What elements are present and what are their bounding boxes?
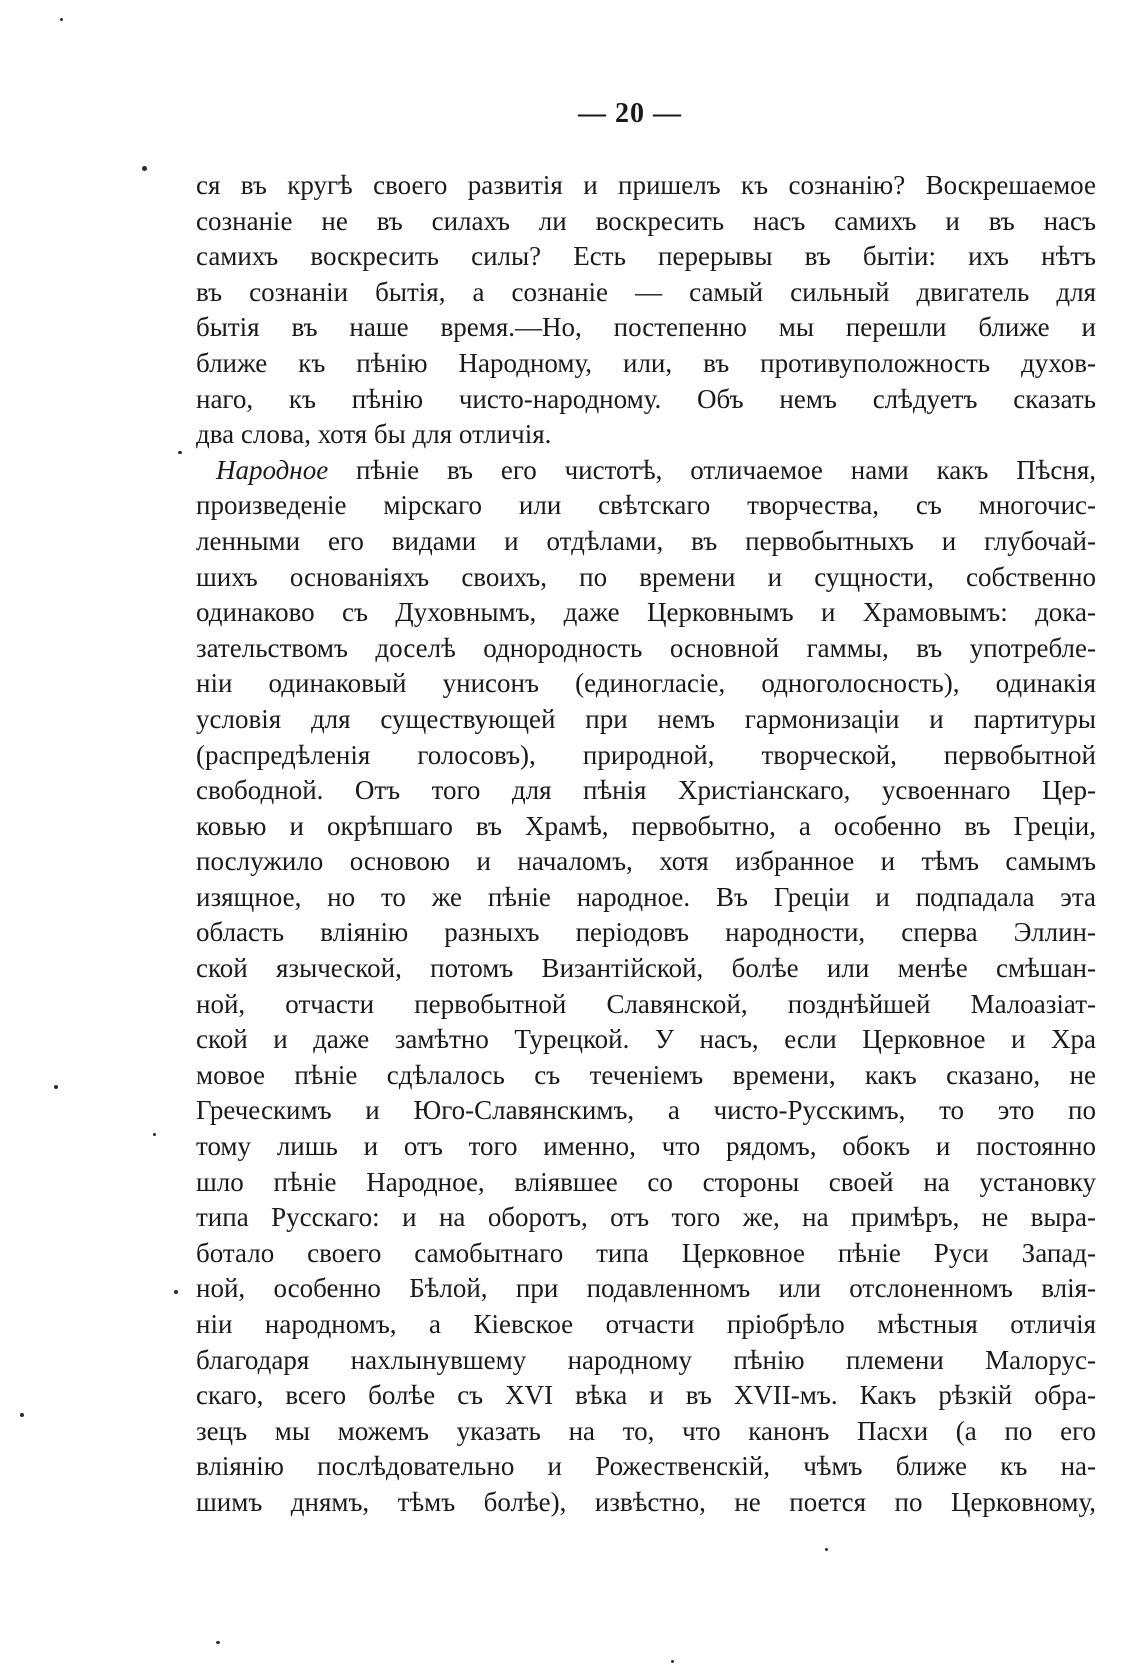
text-line: ковью и окрѣпшаго въ Храмѣ, первобытно, а особенно въ Греціи, <box>196 810 1096 841</box>
text-line: ботало своего самобытнаго типа Церковное пѣніе Руси Запад- <box>196 1237 1096 1268</box>
text-line: тому лишь и отъ того именно, что рядомъ, обокъ и постоянно <box>196 1131 1096 1162</box>
scan-speck <box>174 1290 178 1294</box>
text-line: самихъ воскресить силы? Есть перерывы въ бытіи: ихъ нѣтъ <box>196 241 1096 272</box>
text-line: область вліянію разныхъ періодовъ народности, сперва Эллин- <box>196 917 1096 948</box>
scan-speck <box>60 18 63 21</box>
text-line: одинаково съ Духовнымъ, даже Церковнымъ и Храмовымъ: дока- <box>196 597 1096 628</box>
text-line: произведеніе мірскаго или свѣтскаго творчества, съ многочис- <box>196 490 1096 521</box>
text-line: ленными его видами и отдѣлами, въ первобытныхъ и глубочай- <box>196 525 1096 556</box>
scan-speck <box>153 1133 156 1136</box>
body-text <box>196 168 1096 1521</box>
italic-word: Народное <box>216 454 329 485</box>
text-line: благодаря нахлынувшему народному пѣнію племени Малорус- <box>196 1344 1096 1375</box>
text-line: ской языческой, потомъ Византійской, болѣе или менѣе смѣшан- <box>196 953 1096 984</box>
text-line: зецъ мы можемъ указать на то, что канонъ Пасхи (а по его <box>196 1415 1096 1446</box>
text-line: ніи одинаковый унисонъ (единогласіе, одноголосность), одинакія <box>196 668 1096 699</box>
text-line: наго, къ пѣнію чисто-народному. Объ немъ слѣдуетъ сказать <box>196 383 1096 414</box>
paragraph-first-line-rest: пѣніе въ его чистотѣ, отличаемое нами какъ Пѣсня, <box>328 454 1096 485</box>
text-line: бытія въ наше время.—Но, постепенно мы перешли ближе и <box>196 312 1096 343</box>
text-line: свободной. Отъ того для пѣнія Христіанскаго, усвоеннаго Цер- <box>196 775 1096 806</box>
text-line: шихъ основаніяхъ своихъ, по времени и сущности, собственно <box>196 561 1096 592</box>
scan-speck <box>216 1641 220 1644</box>
scan-speck <box>54 1085 58 1089</box>
text-line: вліянію послѣдовательно и Рожественскій, чѣмъ ближе къ на- <box>196 1451 1096 1482</box>
text-line: скаго, всего болѣе съ XVI вѣка и въ XVII-мъ. Какъ рѣзкій обра- <box>196 1380 1096 1411</box>
text-line: послужило основою и началомъ, хотя избранное и тѣмъ самымъ <box>196 846 1096 877</box>
text-line: два слова, хотя бы для отличія. <box>196 419 552 450</box>
page-number: — 20 — <box>578 98 682 129</box>
text-line: Греческимъ и Юго-Славянскимъ, а чисто-Русскимъ, то это по <box>196 1095 1096 1126</box>
text-line: зательствомъ доселѣ однородность основной гаммы, въ употребле- <box>196 632 1096 663</box>
scan-speck <box>178 451 182 454</box>
text-line: ской и даже замѣтно Турецкой. У насъ, если Церковное и Хра <box>196 1024 1096 1055</box>
text-line: условія для существующей при немъ гармонизаціи и партитуры <box>196 703 1096 734</box>
scan-speck <box>20 1413 24 1417</box>
text-line: ніи народномъ, а Кіевское отчасти пріобрѣло мѣстныя отличія <box>196 1309 1096 1339</box>
scan-speck <box>825 1548 828 1551</box>
text-line: (распредѣленія голосовъ), природной, творческой, первобытной <box>196 739 1096 770</box>
scan-speck <box>671 1660 674 1663</box>
text-line: ближе къ пѣнію Народному, или, въ противуположность духов- <box>196 347 1096 378</box>
text-line: шимъ днямъ, тѣмъ болѣе), извѣстно, не поется по Церковному, <box>196 1486 1096 1517</box>
text-line: ной, особенно Бѣлой, при подавленномъ или отслоненномъ влія- <box>196 1273 1096 1304</box>
text-line: ся въ кругѣ своего развитія и пришелъ къ сознанію? Воскрешаемое <box>196 170 1096 200</box>
paragraph-first-line <box>196 453 1096 489</box>
text-line: изящное, но то же пѣніе народное. Въ Греціи и подпадала эта <box>196 881 1096 912</box>
text-line: сознаніе не въ силахъ ли воскресить насъ самихъ и въ насъ <box>196 205 1096 236</box>
text-line: въ сознаніи бытія, а сознаніе — самый сильный двигатель для <box>196 276 1096 307</box>
text-line: мовое пѣніе сдѣлалось съ теченіемъ времени, какъ сказано, не <box>196 1059 1096 1090</box>
text-line: шло пѣніе Народное, вліявшее со стороны своей на установку <box>196 1166 1096 1197</box>
scan-speck <box>142 166 147 171</box>
text-line: ной, отчасти первобытной Славянской, позднѣйшей Малоазіат- <box>196 988 1096 1019</box>
text-line: типа Русскаго: и на оборотъ, отъ того же, на примѣръ, не выра- <box>196 1202 1096 1233</box>
